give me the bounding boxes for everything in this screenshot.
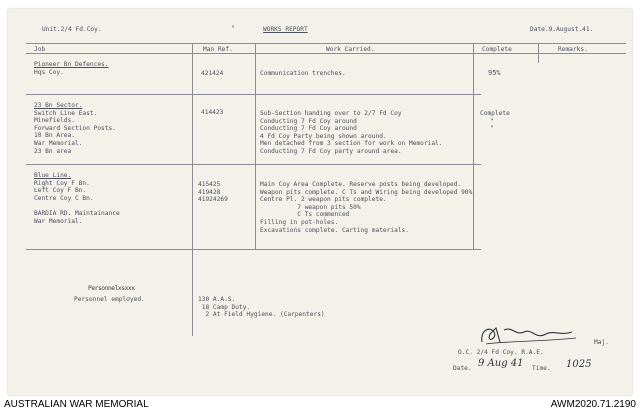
section-job <box>34 102 116 155</box>
section-work <box>260 70 346 78</box>
job-line: War Memorial. <box>34 217 83 225</box>
job-line: Right Coy F Bn. <box>34 179 90 187</box>
footer-accession-number: AWM2020.71.2190 <box>550 399 636 410</box>
job-line: Hqs Coy. <box>34 68 64 76</box>
personnel-line: 2 At Field Hygiene. (Carpenters) <box>198 311 325 319</box>
section-heading: 23 Bn Sector. <box>34 102 83 109</box>
col-header-work-carried: Work Carried. <box>326 46 375 53</box>
complete-value: 95% <box>488 69 501 77</box>
section-work <box>260 181 472 234</box>
work-line: Filling in pot-holes. <box>260 218 339 226</box>
column-rule <box>538 43 539 63</box>
col-header-man-ref: Man Ref. <box>203 46 233 53</box>
job-line: 23 Bn area <box>34 147 72 155</box>
row-divider <box>26 249 481 250</box>
work-line: Weapon pits complete. C Ts and Wiring being developed 90% <box>260 188 473 196</box>
section-complete <box>480 110 510 133</box>
section-heading: Pioneer Bn Defences. <box>34 61 109 68</box>
section-complete <box>488 70 501 78</box>
table-top-rule <box>26 43 626 44</box>
work-line: Conducting 7 Fd Coy around <box>260 117 357 125</box>
column-rule <box>255 43 256 249</box>
work-line: C Ts commenced <box>260 211 350 219</box>
complete-value: " <box>490 125 494 133</box>
personnel-label: Personnel employed. <box>74 296 145 303</box>
work-line: Excavations complete. Carting materials. <box>260 226 410 234</box>
col-header-remarks: Remarks. <box>558 46 588 53</box>
job-line: Switch Line East. <box>34 109 98 117</box>
work-line: Men detached from 3 section for work on Memorial. <box>260 140 443 148</box>
report-title: WORKS REPORT <box>263 26 308 33</box>
section-ref <box>201 70 223 78</box>
signature-time-handwritten: 1025 <box>566 359 592 370</box>
work-line: 7 weapon pits 50% <box>260 203 361 211</box>
job-line: BARDIA RD. Maintainance <box>34 209 120 217</box>
work-line: Sub-Section handing over to 2/7 Fd Coy <box>260 110 402 117</box>
section-ref <box>201 109 223 117</box>
col-header-job: Job <box>34 46 46 53</box>
job-line: War Memorial. <box>34 139 83 147</box>
table-header-rule <box>26 53 626 54</box>
section-heading: Blue Line. <box>34 172 72 179</box>
job-line: Minefields. <box>34 117 75 125</box>
work-line: Communication trenches. <box>260 70 346 77</box>
section-job <box>34 172 120 225</box>
personnel-list <box>198 296 325 319</box>
column-rule <box>473 43 474 249</box>
map-ref: 415425 <box>198 181 221 188</box>
handwritten-signature <box>476 322 586 348</box>
section-ref <box>198 181 228 204</box>
unit-label: Unit.2/4 Fd.Coy. <box>42 26 102 33</box>
complete-value: " <box>490 117 494 125</box>
footer-institution: AUSTRALIAN WAR MEMORIAL <box>4 399 149 410</box>
job-line: Left Coy F Bn. <box>34 187 87 195</box>
column-rule <box>192 43 193 336</box>
stray-mark: " <box>231 25 235 32</box>
report-date: Date.9.August.41. <box>530 26 594 33</box>
section-work <box>260 110 443 156</box>
section-job <box>34 61 109 76</box>
signature-date-label: Date. <box>453 365 472 372</box>
map-ref: 419428 <box>198 188 221 196</box>
personnel-line: 130 A.A.S. <box>198 296 236 303</box>
struck-out-label: Personnelxsxxx <box>88 285 135 292</box>
complete-value: Complete <box>480 110 510 117</box>
map-ref: 41924269 <box>198 196 228 204</box>
archive-footer <box>0 398 640 412</box>
job-line: Centre Coy C Bn. <box>34 194 94 202</box>
signature-time-label: Time. <box>532 365 551 372</box>
work-line: Conducting 7 Fd Coy party around area. <box>260 147 402 155</box>
row-divider <box>26 164 481 165</box>
job-line: Forward Section Posts. <box>34 124 116 132</box>
job-line <box>34 202 120 210</box>
work-line: Centre Pl. 2 weapon pits complete. <box>260 196 387 204</box>
work-line: Conducting 7 Fd Coy around <box>260 125 357 133</box>
map-ref: 421424 <box>201 70 224 77</box>
signature-title: O.C. 2/4 Fd Coy. R.A.E. <box>458 349 544 356</box>
personnel-line: 18 Camp Duty. <box>198 303 251 311</box>
row-divider <box>26 94 481 95</box>
col-header-complete: Complete <box>482 46 512 53</box>
map-ref: 414423 <box>201 109 224 116</box>
document-sheet <box>8 9 632 395</box>
signature-date-handwritten: 9 Aug 41 <box>478 358 524 369</box>
work-line: 4 Fd Coy Party being shown around. <box>260 132 387 140</box>
work-line: Main Coy Area Complete. Reserve posts being developed. <box>260 181 462 188</box>
signature-rank: Maj. <box>594 339 609 346</box>
job-line: 10 Bn Area. <box>34 132 75 140</box>
